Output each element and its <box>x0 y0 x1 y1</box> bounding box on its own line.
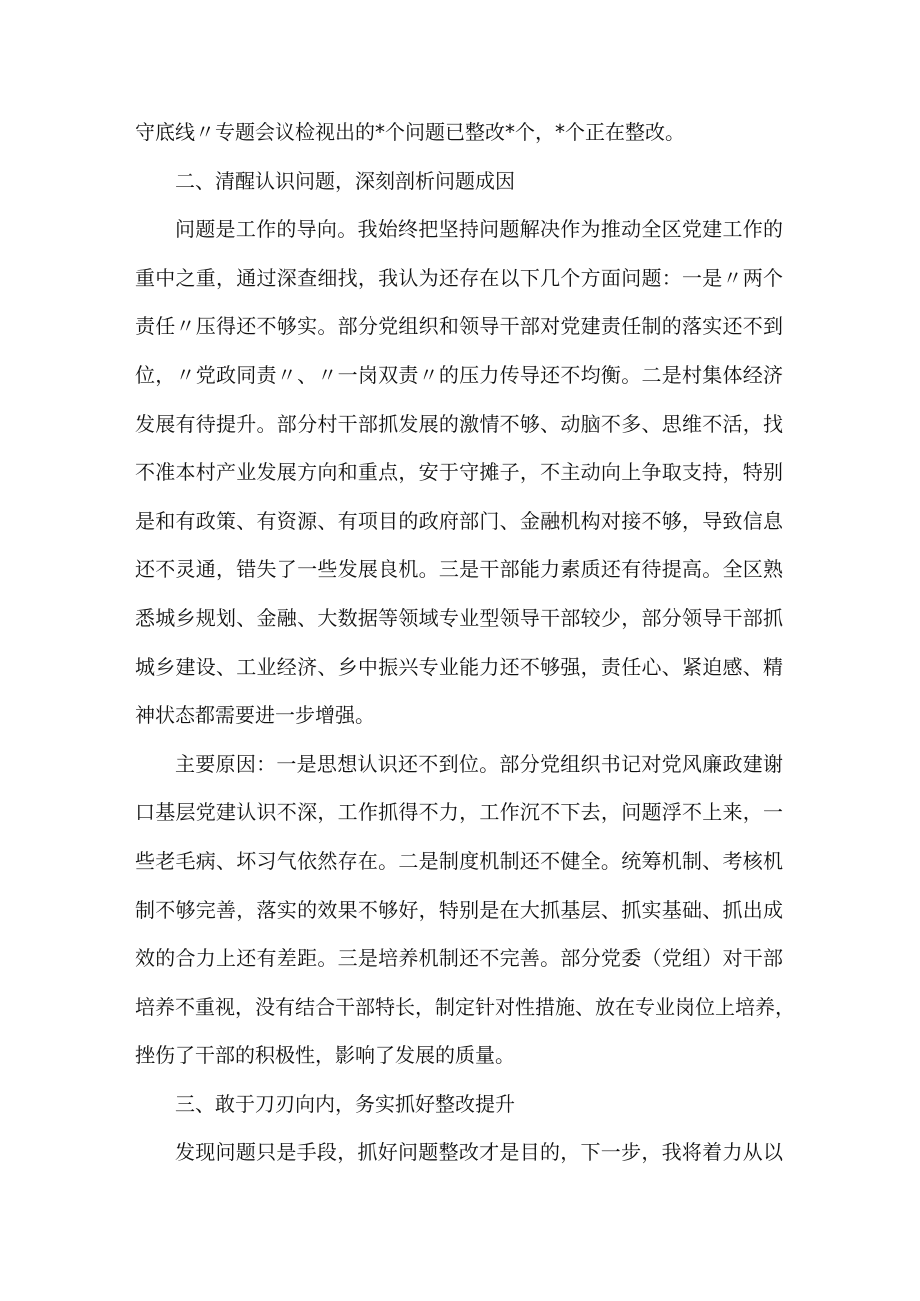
text-line: 位，〃党政同责〃、〃一岗双责〃的压力传导还不均衡。二是村集体经济 <box>135 362 783 387</box>
text-line: 神状态都需要进一步增强。 <box>135 703 375 728</box>
text-line: 还不灵通，错失了一些发展良机。三是干部能力素质还有待提高。全区熟 <box>135 557 783 582</box>
text-line: 重中之重，通过深查细找，我认为还存在以下几个方面问题：一是〃两个 <box>135 265 783 290</box>
text-line: 问题是工作的导向。我始终把坚持问题解决作为推动全区党建工作的 <box>175 217 783 242</box>
section-heading: 二、清醒认识问题，深刻剖析问题成因 <box>175 168 515 193</box>
text-line: 守底线〃专题会议检视出的*个问题已整改*个，*个正在整改。 <box>135 120 685 144</box>
section-heading: 三、敢于刀刃向内，务实抓好整改提升 <box>175 1091 515 1116</box>
text-line: 主要原因：一是思想认识还不到位。部分党组织书记对党风廉政建谢 <box>175 751 783 776</box>
text-line: 发现问题只是手段，抓好问题整改才是目的，下一步，我将着力从以 <box>175 1140 783 1165</box>
text-line: 责任〃压得还不够实。部分党组织和领导干部对党建责任制的落实还不到 <box>135 314 783 339</box>
text-line: 些老毛病、坏习气依然存在。二是制度机制还不健全。统筹机制、考核机 <box>135 848 783 873</box>
text-line: 培养不重视，没有结合干部特长，制定针对性措施、放在专业岗位上培养， <box>135 994 795 1019</box>
text-line: 挫伤了干部的积极性，影响了发展的质量。 <box>135 1043 515 1068</box>
document-body <box>135 108 795 1177</box>
text-line: 效的合力上还有差距。三是培养机制还不完善。部分党委（党组）对干部 <box>135 946 783 971</box>
text-line: 发展有待提升。部分村干部抓发展的激情不够、动脑不多、思维不活，找 <box>135 411 783 436</box>
text-line: 是和有政策、有资源、有项目的政府部门、金融机构对接不够，导致信息 <box>135 508 783 533</box>
text-line: 不准本村产业发展方向和重点，安于守摊子，不主动向上争取支持，特别 <box>135 460 783 485</box>
text-line: 制不够完善，落实的效果不够好，特别是在大抓基层、抓实基础、抓出成 <box>135 897 783 922</box>
text-line: 悉城乡规划、金融、大数据等领域专业型领导干部较少，部分领导干部抓 <box>135 605 783 630</box>
text-line: 城乡建设、工业经济、乡中振兴专业能力还不够强，责任心、紧迫感、精 <box>135 654 783 679</box>
text-line: 口基层党建认识不深，工作抓得不力，工作沉不下去，问题浮不上来，一 <box>135 800 783 825</box>
